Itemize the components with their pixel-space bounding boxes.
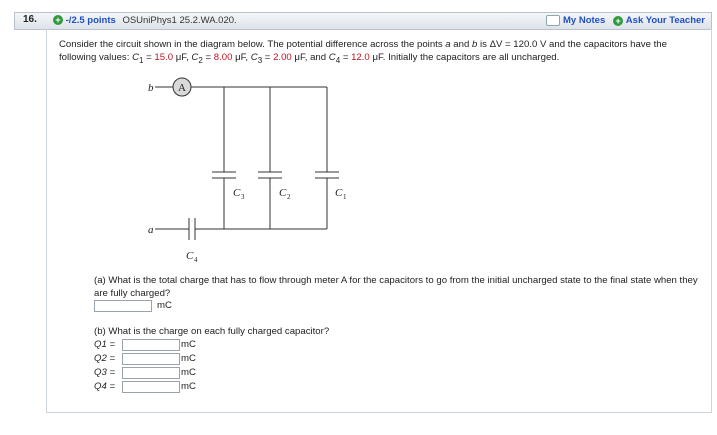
points-area	[53, 15, 237, 26]
c2-sub: 2	[287, 193, 291, 201]
q3-input[interactable]	[122, 367, 180, 379]
meter-label: A	[178, 82, 186, 94]
question-header	[14, 12, 712, 30]
c1-value: 15.0	[154, 52, 174, 63]
c3-value: 2.00	[273, 52, 292, 63]
c2-label: C	[279, 187, 287, 199]
question-prompt: Consider the circuit shown in the diagram below. The potential difference across the points a and b is ΔV = 120.0 V and the capacitors have the following values: $C_1 = 15.0$ μF, $C_2 = 8.00$ μF, $C_3 = 2.00$ μF, and $C_4 = 12.0$ μF. Initially the capacitors are all uncharged.	[59, 39, 667, 65]
circuit-diagram	[148, 82, 407, 264]
header-links	[546, 15, 705, 26]
question-number: 16.	[23, 14, 37, 25]
c3-sub: 3	[241, 193, 245, 201]
q4-label: Q4 =	[94, 381, 116, 392]
c3-label: C	[233, 187, 241, 199]
q3-label: Q3 =	[94, 367, 116, 378]
part-a-unit: mC	[157, 300, 172, 311]
question-body	[46, 29, 712, 413]
notes-icon[interactable]	[546, 15, 560, 26]
q2-unit: mC	[181, 353, 196, 364]
part-a-text: (a) What is the total charge that has to flow through meter A for the capacitors to go from the initial uncharged state to the final state when they are fully charged?	[94, 275, 698, 299]
q4-input[interactable]	[122, 381, 180, 393]
my-notes-link[interactable]: My Notes	[563, 15, 606, 27]
part-a-input[interactable]	[94, 300, 152, 312]
c4-label: C	[186, 250, 194, 262]
ask-teacher-link[interactable]: Ask Your Teacher	[625, 15, 705, 27]
q1-label: Q1 =	[94, 339, 116, 350]
question-source: OSUniPhys1 25.2.WA.020.	[122, 15, 237, 26]
node-a-label: a	[148, 224, 154, 236]
q1-input[interactable]	[122, 339, 180, 351]
q2-label: Q2 =	[94, 353, 116, 364]
c4-sub: 4	[194, 256, 198, 264]
ask-plus-icon[interactable]: +	[613, 16, 623, 26]
expand-plus-icon[interactable]: +	[53, 15, 63, 25]
part-b-text: (b) What is the charge on each fully charged capacitor?	[94, 326, 330, 337]
q4-unit: mC	[181, 381, 196, 392]
points-label: -/2.5 points	[65, 15, 116, 26]
node-b-label: b	[148, 82, 154, 94]
q1-unit: mC	[181, 339, 196, 350]
c1-sub: 1	[343, 193, 347, 201]
c1-label: C	[335, 187, 343, 199]
c4-value: 12.0	[351, 52, 370, 63]
q2-input[interactable]	[122, 353, 180, 365]
c2-value: 8.00	[213, 52, 233, 63]
q3-unit: mC	[181, 367, 196, 378]
